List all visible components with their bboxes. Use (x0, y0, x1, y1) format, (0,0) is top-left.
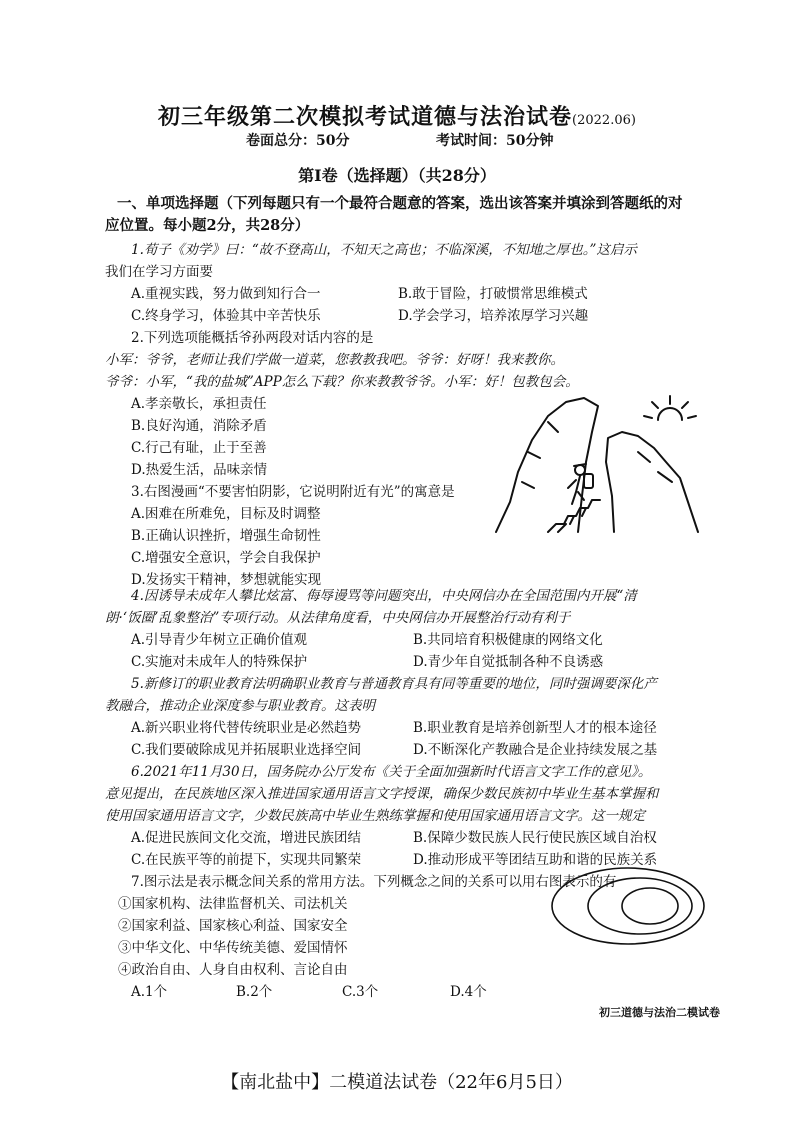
part-heading: 第Ⅰ卷（选择题）（共28分） (298, 166, 496, 185)
q1-option-b: B.敢于冒险，打破惯常思维模式 (398, 286, 588, 302)
bottom-banner: 【南北盐中】二模道法试卷（22年6月5日） (221, 1072, 573, 1093)
q5-option-c: C.我们要破除成见并拓展职业选择空间 (131, 742, 362, 758)
q7-item-4: ④政治自由、人身自由权利、言论自由 (118, 962, 348, 978)
q2-option-c: C.行己有耻，止于至善 (131, 440, 267, 456)
title-text: 初三年级第二次模拟考试道德与法治试卷 (158, 104, 573, 130)
exam-year: (2022.06) (572, 113, 636, 128)
q6-option-c: C.在民族平等的前提下，实现共同繁荣 (131, 852, 362, 868)
q5-option-b: B.职业教育是培养创新型人才的根本途径 (413, 720, 657, 736)
q1-option-a: A.重视实践，努力做到知行合一 (131, 286, 321, 302)
q6-line3: 使用国家通用语言文字，少数民族高中毕业生熟练掌握和使用国家通用语言文字。这一规定 (105, 808, 645, 824)
q1-line1: 1.荀子《劝学》曰：“故不登高山，不知天之高也；不临深溪，不知地之厚也。”这启示 (131, 242, 637, 258)
q2-line2: 小军：爷爷，老师让我们学做一道菜，您教教我吧。爷爷：好呀！我来教你。 (105, 352, 564, 368)
q6-option-d: D.推动形成平等团结互助和谐的民族关系 (413, 852, 658, 868)
q2-option-b: B.良好沟通，消除矛盾 (131, 418, 267, 434)
q7-item-2: ②国家利益、国家核心利益、国家安全 (118, 918, 348, 934)
section-instruction-line1: 一、单项选择题（下列每题只有一个最符合题意的答案，选出该答案并填涂到答题纸的对 (117, 195, 683, 212)
q2-line1: 2.下列选项能概括爷孙两段对话内容的是 (131, 330, 374, 346)
q7-line1: 7.图示法是表示概念间关系的常用方法。下列概念之间的关系可以用右图表示的有 (131, 874, 617, 890)
q3-option-a: A.困难在所难免，目标及时调整 (131, 506, 321, 522)
q3-option-d: D.发扬实干精神，梦想就能实现 (131, 572, 322, 588)
page-footer-note: 初三道德与法治二模试卷 (599, 1006, 720, 1019)
q4-option-d: D.青少年自觉抵制各种不良诱惑 (413, 654, 604, 670)
total-score: 卷面总分：50分 (246, 133, 350, 149)
q7-item-3: ③中华文化、中华传统美德、爱国情怀 (118, 940, 348, 956)
q1-option-d: D.学会学习，培养浓厚学习兴趣 (398, 308, 589, 324)
cartoon-hiker-illustration (488, 392, 700, 538)
q4-option-a: A.引导青少年树立正确价值观 (131, 632, 308, 648)
q2-option-d: D.热爱生活，品味亲情 (131, 462, 268, 478)
q4-line1: 4.因诱导未成年人攀比炫富、侮辱谩骂等问题突出，中央网信办在全国范围内开展“清 (131, 588, 637, 604)
q7-option-c: C.3个 (342, 984, 379, 1000)
q7-option-a: A.1个 (131, 984, 168, 1000)
q6-option-a: A.促进民族间文化交流，增进民族团结 (131, 830, 362, 846)
q5-option-a: A.新兴职业将代替传统职业是必然趋势 (131, 720, 362, 736)
q7-option-b: B.2个 (236, 984, 273, 1000)
q2-line3: 爷爷：小军，“我的盐城”APP怎么下载？你来教教爷爷。小军：好！包教包会。 (105, 374, 579, 390)
q7-option-d: D.4个 (450, 984, 487, 1000)
q6-line1: 6.2021年11月30日，国务院办公厅发布《关于全面加强新时代语言文字工作的意见》。 (131, 764, 652, 780)
exam-title (0, 100, 794, 131)
q4-option-b: B.共同培育积极健康的网络文化 (413, 632, 603, 648)
q7-item-1: ①国家机构、法律监督机关、司法机关 (118, 896, 348, 912)
q5-line2: 教融合，推动企业深度参与职业教育。这表明 (105, 698, 375, 714)
q3-option-c: C.增强安全意识，学会自我保护 (131, 550, 321, 566)
q5-option-d: D.不断深化产教融合是企业持续发展之基 (413, 742, 658, 758)
q1-option-c: C.终身学习，体验其中辛苦快乐 (131, 308, 321, 324)
q3-option-b: B.正确认识挫折，增强生命韧性 (131, 528, 321, 544)
q5-line1: 5.新修订的职业教育法明确职业教育与普通教育具有同等重要的地位，同时强调要深化产 (131, 676, 657, 692)
q4-option-c: C.实施对未成年人的特殊保护 (131, 654, 308, 670)
section-instruction-line2: 应位置。每小题2分，共28分） (105, 217, 310, 234)
q6-line2: 意见提出，在民族地区深入推进国家通用语言文字授课，确保少数民族初中毕业生基本掌握和 (105, 786, 659, 802)
q1-line2: 我们在学习方面要 (105, 264, 213, 280)
q4-line2: 朗·‘饭圈’乱象整治”专项行动。从法律角度看，中央网信办开展整治行动有利于 (105, 610, 571, 626)
q3-line1: 3.右图漫画“不要害怕阴影，它说明附近有光”的寓意是 (131, 484, 455, 500)
q6-option-b: B.保障少数民族人民行使民族区域自治权 (413, 830, 657, 846)
exam-time: 考试时间：50分钟 (436, 133, 554, 149)
nested-concepts-diagram (548, 864, 708, 948)
q2-option-a: A.孝亲敬长，承担责任 (131, 396, 267, 412)
